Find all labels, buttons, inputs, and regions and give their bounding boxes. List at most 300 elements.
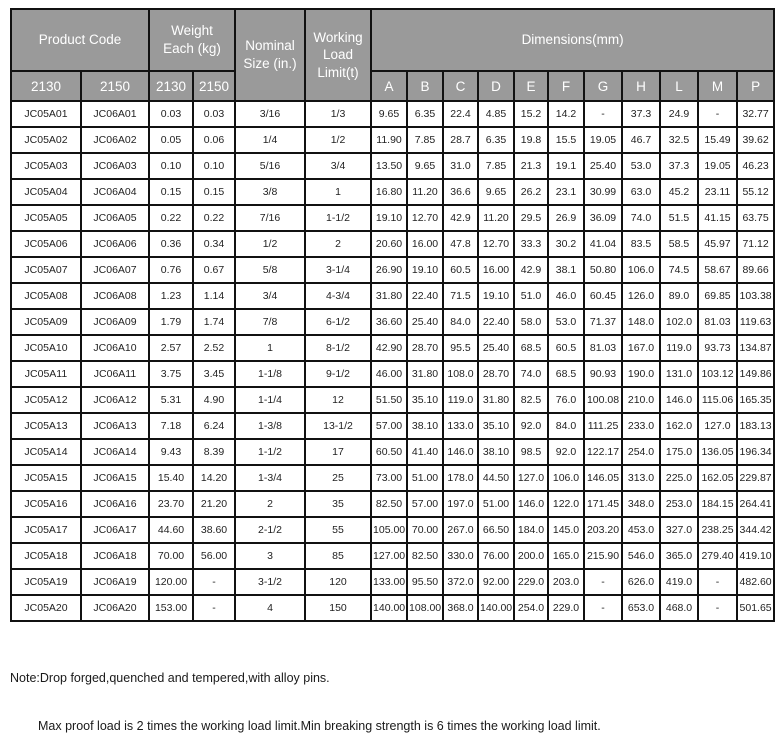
cell: - — [193, 569, 235, 595]
cell: 68.5 — [514, 335, 548, 361]
cell: 106.0 — [548, 465, 584, 491]
cell: 98.5 — [514, 439, 548, 465]
cell: 0.03 — [149, 101, 193, 127]
cell: 2.52 — [193, 335, 235, 361]
cell: JC06A14 — [81, 439, 149, 465]
cell: JC06A04 — [81, 179, 149, 205]
cell: 3/4 — [305, 153, 371, 179]
cell: 348.0 — [622, 491, 660, 517]
cell: 140.00 — [478, 595, 514, 621]
cell: 57.00 — [371, 413, 407, 439]
cell: 190.0 — [622, 361, 660, 387]
spec-table — [10, 8, 775, 622]
cell: 5/16 — [235, 153, 305, 179]
cell: 108.00 — [407, 595, 443, 621]
cell: 20.60 — [371, 231, 407, 257]
product-code-2130-header: 2130 — [11, 71, 81, 101]
table-row — [11, 179, 774, 205]
cell: 31.0 — [443, 153, 478, 179]
cell: 501.65 — [737, 595, 774, 621]
cell: 7.85 — [407, 127, 443, 153]
cell: 122.17 — [584, 439, 622, 465]
cell: 146.0 — [514, 491, 548, 517]
cell: 1-3/4 — [235, 465, 305, 491]
cell: 1.79 — [149, 309, 193, 335]
cell: 60.5 — [548, 335, 584, 361]
cell: 22.40 — [407, 283, 443, 309]
table-row — [11, 543, 774, 569]
cell: 419.0 — [660, 569, 698, 595]
dim-col-f-header: F — [548, 71, 584, 101]
cell: 13-1/2 — [305, 413, 371, 439]
cell: 29.5 — [514, 205, 548, 231]
cell: 184.0 — [514, 517, 548, 543]
cell: 81.03 — [698, 309, 737, 335]
cell: 35.10 — [478, 413, 514, 439]
cell: 0.06 — [193, 127, 235, 153]
cell: JC05A09 — [11, 309, 81, 335]
cell: 25.40 — [478, 335, 514, 361]
dim-col-l-header: L — [660, 71, 698, 101]
cell: 60.45 — [584, 283, 622, 309]
table-row — [11, 517, 774, 543]
dim-col-c-header: C — [443, 71, 478, 101]
cell: 4 — [235, 595, 305, 621]
cell: JC06A07 — [81, 257, 149, 283]
cell: 178.0 — [443, 465, 478, 491]
cell: 102.0 — [660, 309, 698, 335]
cell: 6.35 — [407, 101, 443, 127]
cell: 35 — [305, 491, 371, 517]
cell: 39.62 — [737, 127, 774, 153]
cell: 1-1/2 — [235, 439, 305, 465]
dim-col-p-header: P — [737, 71, 774, 101]
cell: 55 — [305, 517, 371, 543]
cell: 171.45 — [584, 491, 622, 517]
cell: 30.99 — [584, 179, 622, 205]
table-row — [11, 309, 774, 335]
cell: 71.12 — [737, 231, 774, 257]
cell: 3/8 — [235, 179, 305, 205]
cell: JC05A10 — [11, 335, 81, 361]
weight-2150-header: 2150 — [193, 71, 235, 101]
cell: 9-1/2 — [305, 361, 371, 387]
cell: 210.0 — [622, 387, 660, 413]
cell: 37.3 — [660, 153, 698, 179]
cell: 12.70 — [407, 205, 443, 231]
cell: 108.0 — [443, 361, 478, 387]
cell: 8-1/2 — [305, 335, 371, 361]
cell: 203.20 — [584, 517, 622, 543]
cell: 120 — [305, 569, 371, 595]
cell: JC05A17 — [11, 517, 81, 543]
cell: 0.10 — [193, 153, 235, 179]
cell: 1-1/2 — [305, 205, 371, 231]
cell: JC06A17 — [81, 517, 149, 543]
cell: 0.03 — [193, 101, 235, 127]
cell: 279.40 — [698, 543, 737, 569]
cell: JC05A20 — [11, 595, 81, 621]
cell: 482.60 — [737, 569, 774, 595]
table-row — [11, 465, 774, 491]
cell: 95.50 — [407, 569, 443, 595]
table-body — [11, 101, 774, 621]
cell: 313.0 — [622, 465, 660, 491]
cell: 90.93 — [584, 361, 622, 387]
cell: 92.00 — [478, 569, 514, 595]
cell: 11.20 — [478, 205, 514, 231]
cell: 74.5 — [660, 257, 698, 283]
cell: 50.80 — [584, 257, 622, 283]
cell: 74.0 — [622, 205, 660, 231]
cell: 16.00 — [407, 231, 443, 257]
working-load-header: Working Load Limit(t) — [305, 9, 371, 101]
cell: 58.67 — [698, 257, 737, 283]
cell: 46.0 — [548, 283, 584, 309]
cell: 1/3 — [305, 101, 371, 127]
cell: 468.0 — [660, 595, 698, 621]
cell: 6-1/2 — [305, 309, 371, 335]
cell: 46.23 — [737, 153, 774, 179]
cell: 82.50 — [371, 491, 407, 517]
table-row — [11, 413, 774, 439]
cell: 28.7 — [443, 127, 478, 153]
cell: 57.00 — [407, 491, 443, 517]
cell: 0.05 — [149, 127, 193, 153]
cell: 45.2 — [660, 179, 698, 205]
cell: 146.0 — [660, 387, 698, 413]
cell: 4-3/4 — [305, 283, 371, 309]
cell: 31.80 — [478, 387, 514, 413]
cell: 11.20 — [407, 179, 443, 205]
table-row — [11, 335, 774, 361]
cell: 71.37 — [584, 309, 622, 335]
cell: 93.73 — [698, 335, 737, 361]
cell: 3-1/4 — [305, 257, 371, 283]
cell: JC05A19 — [11, 569, 81, 595]
cell: JC05A01 — [11, 101, 81, 127]
cell: 120.00 — [149, 569, 193, 595]
cell: JC06A12 — [81, 387, 149, 413]
cell: JC05A03 — [11, 153, 81, 179]
cell: 3/4 — [235, 283, 305, 309]
cell: JC05A02 — [11, 127, 81, 153]
cell: 19.05 — [698, 153, 737, 179]
cell: 51.50 — [371, 387, 407, 413]
cell: 16.00 — [478, 257, 514, 283]
cell: 51.5 — [660, 205, 698, 231]
cell: 46.7 — [622, 127, 660, 153]
cell: 44.60 — [149, 517, 193, 543]
cell: 0.67 — [193, 257, 235, 283]
cell: 31.80 — [371, 283, 407, 309]
cell: JC05A15 — [11, 465, 81, 491]
weight-each-header: Weight Each (kg) — [149, 9, 235, 71]
cell: 44.50 — [478, 465, 514, 491]
cell: 9.43 — [149, 439, 193, 465]
cell: 12.70 — [478, 231, 514, 257]
cell: 41.40 — [407, 439, 443, 465]
cell: 89.66 — [737, 257, 774, 283]
cell: 32.5 — [660, 127, 698, 153]
cell: 55.12 — [737, 179, 774, 205]
cell: 149.86 — [737, 361, 774, 387]
cell: 51.0 — [514, 283, 548, 309]
cell: 15.40 — [149, 465, 193, 491]
cell: 7.85 — [478, 153, 514, 179]
cell: 1-1/8 — [235, 361, 305, 387]
cell: 84.0 — [548, 413, 584, 439]
cell: 14.20 — [193, 465, 235, 491]
cell: 175.0 — [660, 439, 698, 465]
cell: 254.0 — [622, 439, 660, 465]
cell: 15.49 — [698, 127, 737, 153]
weight-2130-header: 2130 — [149, 71, 193, 101]
cell: 51.00 — [478, 491, 514, 517]
note-line-1: Note:Drop forged,quenched and tempered,with alloy pins. — [10, 670, 330, 685]
cell: 3/16 — [235, 101, 305, 127]
cell: 0.22 — [149, 205, 193, 231]
cell: 238.25 — [698, 517, 737, 543]
dimensions-header: Dimensions(mm) — [371, 9, 774, 71]
cell: 165.0 — [548, 543, 584, 569]
cell: 626.0 — [622, 569, 660, 595]
cell: 165.35 — [737, 387, 774, 413]
cell: 0.15 — [149, 179, 193, 205]
cell: 60.5 — [443, 257, 478, 283]
cell: 95.5 — [443, 335, 478, 361]
cell: 47.8 — [443, 231, 478, 257]
cell: 36.6 — [443, 179, 478, 205]
cell: JC05A11 — [11, 361, 81, 387]
cell: 41.15 — [698, 205, 737, 231]
cell: 68.5 — [548, 361, 584, 387]
cell: 83.5 — [622, 231, 660, 257]
table-row — [11, 361, 774, 387]
cell: 13.50 — [371, 153, 407, 179]
cell: 63.75 — [737, 205, 774, 231]
header-row-main — [11, 9, 774, 71]
cell: JC06A13 — [81, 413, 149, 439]
header-row-sub — [11, 71, 774, 101]
cell: 264.41 — [737, 491, 774, 517]
cell: 22.40 — [478, 309, 514, 335]
cell: 122.0 — [548, 491, 584, 517]
cell: 196.34 — [737, 439, 774, 465]
cell: 372.0 — [443, 569, 478, 595]
product-code-2150-header: 2150 — [81, 71, 149, 101]
cell: 11.90 — [371, 127, 407, 153]
cell: 81.03 — [584, 335, 622, 361]
cell: 25.40 — [584, 153, 622, 179]
cell: 119.0 — [660, 335, 698, 361]
cell: 0.36 — [149, 231, 193, 257]
table-row — [11, 101, 774, 127]
cell: 38.60 — [193, 517, 235, 543]
cell: 344.42 — [737, 517, 774, 543]
cell: 3.75 — [149, 361, 193, 387]
cell: 126.0 — [622, 283, 660, 309]
cell: JC05A12 — [11, 387, 81, 413]
cell: 21.20 — [193, 491, 235, 517]
cell: 148.0 — [622, 309, 660, 335]
cell: 23.70 — [149, 491, 193, 517]
cell: 0.15 — [193, 179, 235, 205]
cell: 0.76 — [149, 257, 193, 283]
cell: 1/2 — [305, 127, 371, 153]
cell: 28.70 — [407, 335, 443, 361]
cell: 9.65 — [407, 153, 443, 179]
cell: JC06A03 — [81, 153, 149, 179]
cell: 183.13 — [737, 413, 774, 439]
cell: 229.0 — [514, 569, 548, 595]
cell: 19.10 — [407, 257, 443, 283]
product-code-header: Product Code — [11, 9, 149, 71]
cell: JC05A16 — [11, 491, 81, 517]
cell: 45.97 — [698, 231, 737, 257]
cell: 267.0 — [443, 517, 478, 543]
cell: JC06A09 — [81, 309, 149, 335]
cell: 2 — [235, 491, 305, 517]
cell: 134.87 — [737, 335, 774, 361]
cell: 100.08 — [584, 387, 622, 413]
cell: 215.90 — [584, 543, 622, 569]
cell: 26.2 — [514, 179, 548, 205]
cell: 136.05 — [698, 439, 737, 465]
cell: 546.0 — [622, 543, 660, 569]
cell: 58.5 — [660, 231, 698, 257]
cell: JC05A05 — [11, 205, 81, 231]
cell: 58.0 — [514, 309, 548, 335]
cell: 84.0 — [443, 309, 478, 335]
cell: 4.90 — [193, 387, 235, 413]
dim-col-a-header: A — [371, 71, 407, 101]
cell: 653.0 — [622, 595, 660, 621]
cell: 82.5 — [514, 387, 548, 413]
dim-col-m-header: M — [698, 71, 737, 101]
table-row — [11, 231, 774, 257]
cell: 42.9 — [514, 257, 548, 283]
cell: JC06A05 — [81, 205, 149, 231]
cell: 115.06 — [698, 387, 737, 413]
footnotes — [10, 637, 601, 751]
cell: 233.0 — [622, 413, 660, 439]
cell: 19.05 — [584, 127, 622, 153]
cell: 74.0 — [514, 361, 548, 387]
cell: 5/8 — [235, 257, 305, 283]
cell: 26.9 — [548, 205, 584, 231]
dim-col-g-header: G — [584, 71, 622, 101]
cell: 103.38 — [737, 283, 774, 309]
cell: 53.0 — [548, 309, 584, 335]
cell: 127.0 — [514, 465, 548, 491]
cell: - — [584, 569, 622, 595]
table-row — [11, 491, 774, 517]
cell: 25 — [305, 465, 371, 491]
cell: 23.1 — [548, 179, 584, 205]
cell: 56.00 — [193, 543, 235, 569]
nominal-size-header: Nominal Size (in.) — [235, 9, 305, 101]
cell: 2-1/2 — [235, 517, 305, 543]
cell: 254.0 — [514, 595, 548, 621]
cell: 46.00 — [371, 361, 407, 387]
cell: 153.00 — [149, 595, 193, 621]
cell: JC06A11 — [81, 361, 149, 387]
cell: 229.0 — [548, 595, 584, 621]
cell: 9.65 — [478, 179, 514, 205]
cell: 453.0 — [622, 517, 660, 543]
cell: 19.8 — [514, 127, 548, 153]
table-row — [11, 205, 774, 231]
cell: 38.10 — [478, 439, 514, 465]
cell: 197.0 — [443, 491, 478, 517]
table-row — [11, 153, 774, 179]
cell: 35.10 — [407, 387, 443, 413]
table-row — [11, 257, 774, 283]
cell: JC06A08 — [81, 283, 149, 309]
cell: 3.45 — [193, 361, 235, 387]
cell: - — [698, 595, 737, 621]
cell: 70.00 — [407, 517, 443, 543]
cell: 140.00 — [371, 595, 407, 621]
cell: 7/16 — [235, 205, 305, 231]
cell: 70.00 — [149, 543, 193, 569]
cell: 419.10 — [737, 543, 774, 569]
dim-col-e-header: E — [514, 71, 548, 101]
cell: - — [584, 101, 622, 127]
cell: 92.0 — [548, 439, 584, 465]
cell: JC06A06 — [81, 231, 149, 257]
cell: JC05A06 — [11, 231, 81, 257]
dim-col-b-header: B — [407, 71, 443, 101]
cell: 106.0 — [622, 257, 660, 283]
cell: 6.35 — [478, 127, 514, 153]
cell: 82.50 — [407, 543, 443, 569]
cell: 66.50 — [478, 517, 514, 543]
cell: 368.0 — [443, 595, 478, 621]
cell: JC05A18 — [11, 543, 81, 569]
cell: 365.0 — [660, 543, 698, 569]
cell: 17 — [305, 439, 371, 465]
cell: JC05A07 — [11, 257, 81, 283]
cell: 73.00 — [371, 465, 407, 491]
cell: - — [193, 595, 235, 621]
cell: - — [584, 595, 622, 621]
cell: JC05A14 — [11, 439, 81, 465]
cell: 146.05 — [584, 465, 622, 491]
dim-col-h-header: H — [622, 71, 660, 101]
cell: JC06A19 — [81, 569, 149, 595]
cell: - — [698, 101, 737, 127]
cell: 225.0 — [660, 465, 698, 491]
cell: 85 — [305, 543, 371, 569]
cell: 25.40 — [407, 309, 443, 335]
cell: 37.3 — [622, 101, 660, 127]
table-row — [11, 569, 774, 595]
cell: 105.00 — [371, 517, 407, 543]
cell: 6.24 — [193, 413, 235, 439]
cell: 203.0 — [548, 569, 584, 595]
cell: 119.0 — [443, 387, 478, 413]
cell: 33.3 — [514, 231, 548, 257]
cell: 15.2 — [514, 101, 548, 127]
cell: 111.25 — [584, 413, 622, 439]
cell: 1/4 — [235, 127, 305, 153]
cell: 7.18 — [149, 413, 193, 439]
cell: 36.09 — [584, 205, 622, 231]
cell: 184.15 — [698, 491, 737, 517]
cell: JC06A02 — [81, 127, 149, 153]
